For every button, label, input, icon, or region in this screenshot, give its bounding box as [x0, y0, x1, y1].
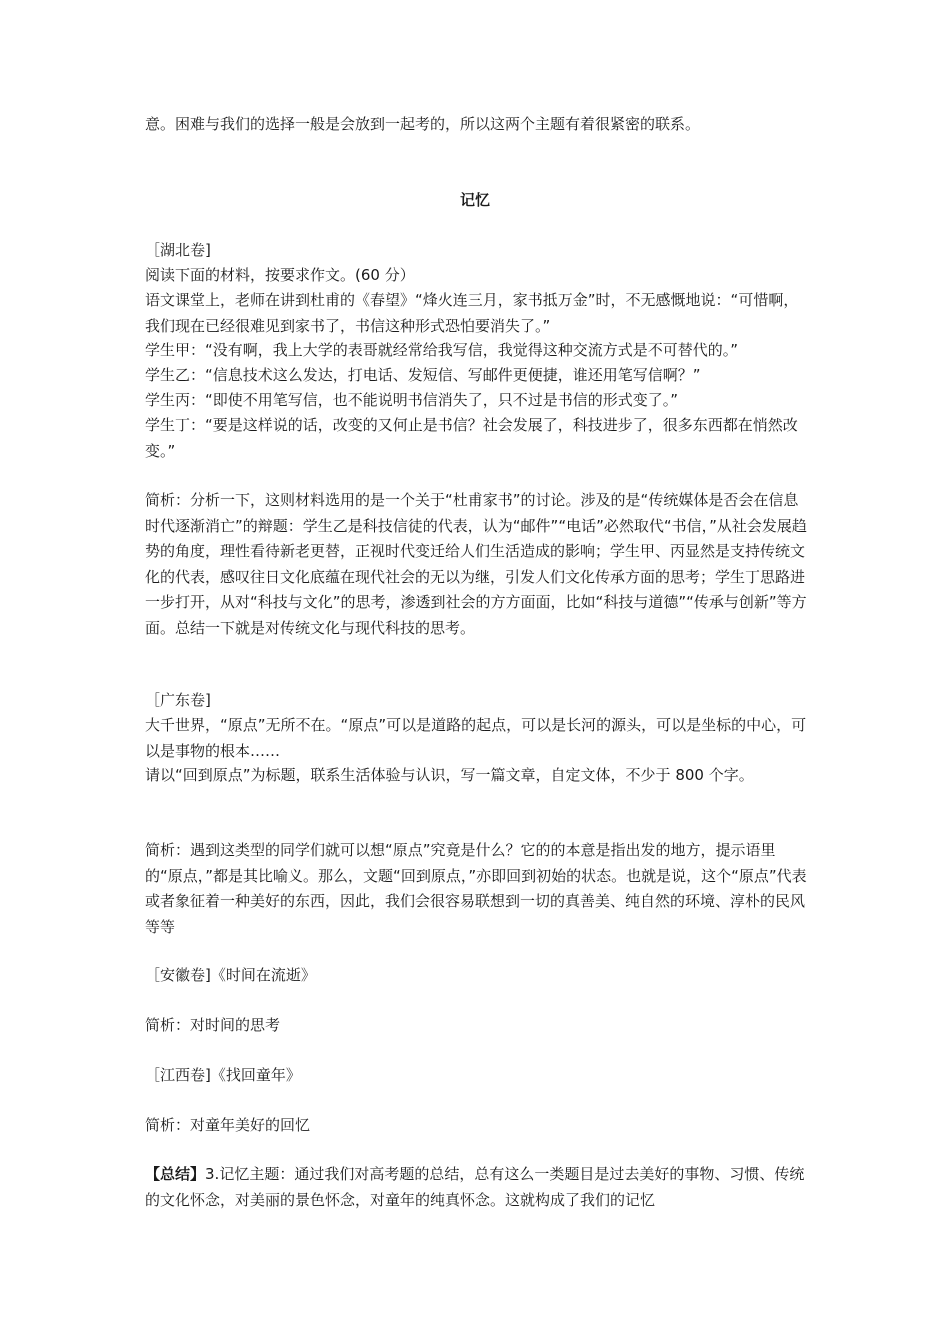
hubei-exam-tag: ［湖北卷]: [145, 241, 211, 259]
guangdong-exam-tag: ［广东卷]: [145, 691, 211, 709]
summary-text: 3.记忆主题：通过我们对高考题的总结，总有这么一类题目是过去美好的事物、习惯、传统的文化怀念，对美丽的景色怀念，对童年的纯真怀念。这就构成了我们的记忆: [145, 1165, 805, 1209]
hubei-story: 语文课堂上，老师在讲到杜甫的《春望》“烽火连三月，家书抵万金”时，不无感慨地说：“可惜啊，我们现在已经很难见到家书了，书信这种形式恐怕要消失了。”: [145, 291, 799, 335]
anhui-exam-tag: ［安徽卷]《时间在流逝》: [145, 966, 316, 984]
jiangxi-analysis: 简析：对童年美好的回忆: [145, 1116, 311, 1134]
hubei-student-b: 学生乙：“信息技术这么发达，打电话、发短信、写邮件更便捷，谁还用笔写信啊？”: [145, 366, 701, 384]
jiangxi-exam-tag: ［江西卷]《找回童年》: [145, 1066, 301, 1084]
summary-label: 【总结】: [145, 1165, 206, 1183]
hubei-prompt: 阅读下面的材料，按要求作文。(60 分）: [145, 266, 415, 284]
anhui-analysis: 简析：对时间的思考: [145, 1016, 281, 1034]
hubei-student-a: 学生甲：“没有啊，我上大学的表哥就经常给我写信，我觉得这种交流方式是不可替代的。”: [145, 341, 739, 359]
summary-paragraph: [145, 1162, 810, 1213]
guangdong-task: 请以“回到原点”为标题，联系生活体验与认识，写一篇文章，自定文体，不少于 800 个字。: [145, 766, 754, 784]
guangdong-material: 大千世界，“原点”无所不在。“原点”可以是道路的起点，可以是长河的源头，可以是坐标的中心，可以是事物的根本……: [145, 716, 807, 760]
intro-paragraph: 意。困难与我们的选择一般是会放到一起考的，所以这两个主题有着很紧密的联系。: [145, 115, 701, 133]
hubei-student-c: 学生丙：“即使不用笔写信，也不能说明书信消失了，只不过是书信的形式变了。”: [145, 391, 679, 409]
section-title: 记忆: [459, 191, 490, 209]
guangdong-analysis: 简析：遇到这类型的同学们就可以想“原点”究竟是什么？它的的本意是指出发的地方，提示语里的“原点，”都是其比喻义。那么，文题“回到原点，”亦即回到初始的状态。也就是说，这个“原点”代表或者象征着一种美好的东西，因此，我们会很容易联想到一切的真善美、纯自然的环境、淳朴的民风等等: [145, 841, 807, 936]
hubei-student-d: 学生丁：“要是这样说的话，改变的又何止是书信？社会发展了，科技进步了，很多东西都在悄然改变。”: [145, 416, 798, 460]
hubei-analysis: 简析：分析一下，这则材料选用的是一个关于“杜甫家书”的讨论。涉及的是“传统媒体是否会在信息时代逐渐消亡”的辩题：学生乙是科技信徒的代表，认为“邮件”“电话”必然取代“书信，”从社会发展趋势的角度，理性看待新老更替，正视时代变迁给人们生活造成的影响；学生甲、丙显然是支持传统文化的代表，感叹往日文化底蕴在现代社会的无以为继，引发人们文化传承方面的思考；学生丁思路进一步打开，从对“科技与文化”的思考，渗透到社会的方方面面，比如“科技与道德”“传承与创新”等方面。总结一下就是对传统文化与现代科技的思考。: [145, 491, 807, 637]
